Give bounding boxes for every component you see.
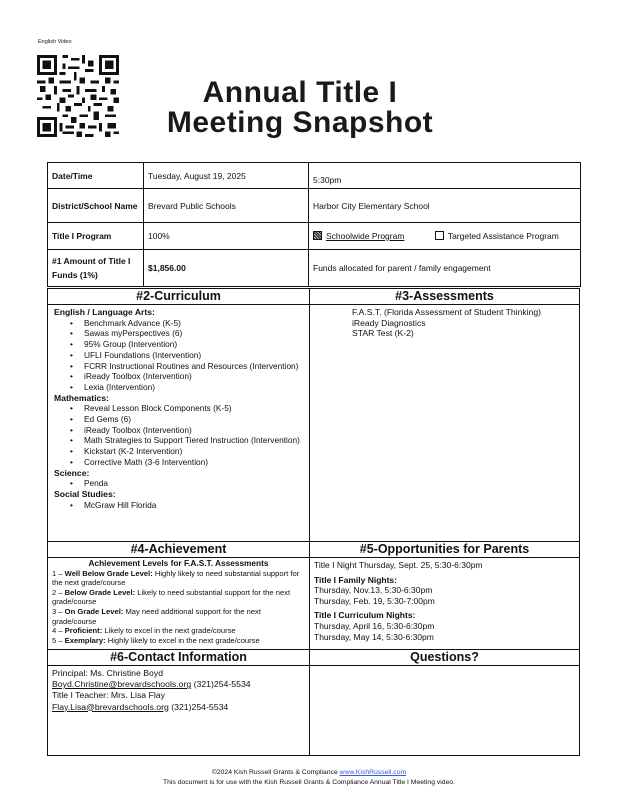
funds-value: $1,856.00 (144, 250, 309, 287)
teacher-email-link[interactable]: Flay.Lisa@brevardschools.org (52, 701, 169, 712)
family-nights-label: Title I Family Nights: (314, 574, 397, 585)
achievement-level: 2 – Below Grade Level: Likely to need substantial support for the next grade/course (52, 587, 291, 607)
title-night: Title I Night Thursday, Sept. 25, 5:30-6:30pm (314, 560, 483, 570)
questions-column (310, 650, 579, 755)
achievement-level: 3 – On Grade Level: May need additional support for the next grade/course (52, 606, 261, 626)
funds-label: #1 Amount of Title I Funds (1%) (48, 250, 144, 287)
achievement-subtitle: Achievement Levels for F.A.S.T. Assessments (88, 558, 269, 568)
science-label: Science: (54, 467, 90, 478)
list-item: • Math Strategies to Support Tiered Instruction (Intervention) (84, 435, 303, 446)
opportunities-column (310, 542, 579, 649)
list-item: • Penda (84, 478, 303, 489)
program-label: Title I Program (48, 223, 144, 250)
assessments-list (310, 305, 579, 339)
curriculum-title: #2-Curriculum (48, 289, 309, 305)
achievement-level: 1 – Well Below Grade Level: Highly likely to need substantial support for the next grade/course (52, 568, 300, 588)
program-options (309, 223, 581, 250)
list-item: iReady Diagnostics (352, 317, 426, 328)
title-line-2: Meeting Snapshot (166, 106, 434, 139)
questions-title: Questions? (310, 650, 579, 666)
list-item: • UFLI Foundations (Intervention) (84, 350, 303, 361)
district-value: Brevard Public Schools (144, 189, 309, 223)
list-item: • Lexia (Intervention) (84, 382, 303, 393)
teacher-name: Title I Teacher: Mrs. Lisa Flay (52, 690, 165, 701)
contact-column (48, 650, 310, 755)
info-table (47, 162, 581, 287)
assessments-column (310, 289, 579, 541)
qr-code-icon[interactable] (37, 55, 119, 137)
principal-name: Principal: Ms. Christine Boyd (52, 668, 164, 678)
math-list (54, 403, 303, 467)
curriculum-night-date: Thursday, April 16, 5:30-6:30pm (314, 620, 435, 631)
assessments-title: #3-Assessments (310, 289, 579, 305)
list-item: • Reveal Lesson Block Components (K-5) (84, 403, 303, 414)
qr-label: English Video (38, 39, 72, 45)
achievement-level: 5 – Exemplary: Highly likely to excel in the next grade/course (52, 635, 260, 645)
schoolwide-label: Schoolwide Program (326, 231, 405, 241)
achievement-title: #4-Achievement (48, 542, 309, 558)
achievement-body (48, 558, 309, 646)
contact-title: #6-Contact Information (48, 650, 309, 666)
list-item: • McGraw Hill Florida (84, 500, 303, 511)
list-item: • 95% Group (Intervention) (84, 339, 303, 350)
math-label: Mathematics: (54, 392, 109, 403)
principal-email-link[interactable]: Boyd.Christine@brevardschools.org (52, 679, 192, 690)
targeted-checkbox[interactable] (435, 231, 444, 240)
achievement-level: 4 – Proficient: Likely to excel in the next grade/course (52, 626, 236, 636)
curriculum-night-date: Thursday, May 14, 5:30-6:30pm (314, 631, 434, 642)
curriculum-assessments-section (47, 288, 580, 542)
schoolwide-option[interactable] (313, 231, 404, 241)
list-item: • Benchmark Advance (K-5) (84, 318, 303, 329)
curriculum-nights-label: Title I Curriculum Nights: (314, 610, 416, 621)
teacher-phone: (321)254-5534 (168, 701, 229, 712)
family-night-date: Thursday, Feb. 19, 5:30-7:00pm (314, 595, 435, 606)
date-label: Date/Time (48, 163, 144, 189)
footer-copyright-line (0, 768, 618, 778)
footer (0, 768, 618, 788)
schoolwide-checkbox[interactable] (313, 231, 322, 240)
contact-body (48, 666, 309, 715)
opportunities-title: #5-Opportunities for Parents (310, 542, 579, 558)
teacher-contact (52, 702, 305, 713)
time-value: 5:30pm (309, 163, 581, 189)
footer-copyright: ©2024 Kish Russell Grants & Compliance (211, 769, 340, 776)
principal-phone: (321)254-5534 (191, 679, 251, 690)
science-list (54, 478, 303, 489)
date-value: Tuesday, August 19, 2025 (144, 163, 309, 189)
list-item: • Kickstart (K-2 Intervention) (84, 446, 303, 457)
principal-contact (52, 679, 305, 690)
footer-note: This document is for use with the Kish Russell Grants & Compliance Annual Title I Meeting video. (162, 779, 456, 786)
family-night-date: Thursday, Nov.13, 5:30-6:30pm (314, 585, 433, 596)
footer-website-link[interactable]: www.KishRussell.com (339, 769, 407, 776)
funds-note: Funds allocated for parent / family engagement (309, 250, 581, 287)
curriculum-column (48, 289, 310, 541)
achievement-opportunities-section (47, 542, 580, 650)
list-item: F.A.S.T. (Florida Assessment of Student Thinking) (352, 307, 541, 317)
list-item: • Ed Gems (6) (84, 414, 303, 425)
school-value: Harbor City Elementary School (309, 189, 581, 223)
program-value: 100% (144, 223, 309, 250)
ela-label: English / Language Arts: (54, 307, 155, 317)
title-line-1: Annual Title I (202, 76, 398, 109)
curriculum-body (48, 305, 309, 510)
list-item: • iReady Toolbox (Intervention) (84, 371, 303, 382)
district-label: District/School Name (48, 189, 144, 223)
ela-list (54, 318, 303, 393)
social-list (54, 500, 303, 511)
targeted-option[interactable] (435, 231, 559, 241)
opportunities-body (310, 558, 579, 644)
list-item: • FCRR Instructional Routines and Resources (Intervention) (84, 361, 303, 372)
list-item: STAR Test (K-2) (352, 328, 414, 339)
social-label: Social Studies: (54, 488, 116, 499)
achievement-column (48, 542, 310, 649)
list-item: • Sawas myPerspectives (6) (84, 328, 303, 339)
targeted-label: Targeted Assistance Program (447, 231, 559, 241)
list-item: • Corrective Math (3-6 Intervention) (84, 457, 303, 468)
page-title (140, 78, 460, 138)
list-item: • iReady Toolbox (Intervention) (84, 425, 303, 436)
contact-questions-section (47, 650, 580, 756)
